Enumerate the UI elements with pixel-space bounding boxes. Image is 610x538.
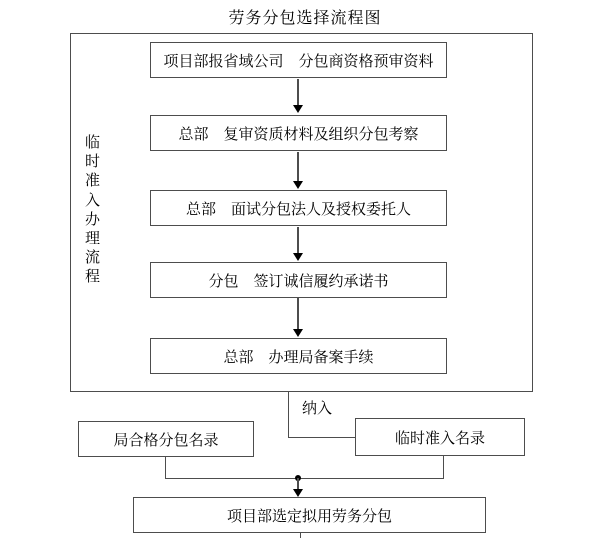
connector-left-directory-down — [165, 457, 166, 478]
step-box-prequalification: 项目部报省域公司 分包商资格预审资料 — [150, 42, 447, 78]
connector-step4-step5 — [297, 298, 299, 330]
connector-final-tail — [300, 532, 301, 538]
connector-branch-horizontal — [288, 437, 355, 438]
step-box-filing: 总部 办理局备案手续 — [150, 338, 447, 374]
connector-merge-horizontal — [165, 478, 444, 479]
branch-label: 纳入 — [302, 401, 333, 417]
arrowhead-icon — [293, 105, 303, 113]
arrowhead-icon — [293, 253, 303, 261]
connector-step1-step2 — [297, 79, 299, 106]
step-box-commitment: 分包 签订诚信履约承诺书 — [150, 262, 447, 298]
step-box-interview: 总部 面试分包法人及授权委托人 — [150, 190, 447, 226]
side-label-vertical: 临时准入办理流程 — [84, 135, 100, 286]
arrowhead-icon — [293, 489, 303, 497]
arrowhead-icon — [293, 181, 303, 189]
arrowhead-icon — [293, 329, 303, 337]
connector-step2-step3 — [297, 152, 299, 182]
connector-right-directory-down — [443, 456, 444, 478]
connector-step3-step4 — [297, 227, 299, 254]
step-box-review: 总部 复审资质材料及组织分包考察 — [150, 115, 447, 151]
final-step-box: 项目部选定拟用劳务分包 — [133, 497, 486, 533]
directory-box-temporary: 临时准入名录 — [355, 418, 525, 456]
page-title: 劳务分包选择流程图 — [228, 10, 382, 27]
directory-box-qualified: 局合格分包名录 — [78, 421, 254, 457]
connector-branch-vertical — [288, 391, 289, 438]
